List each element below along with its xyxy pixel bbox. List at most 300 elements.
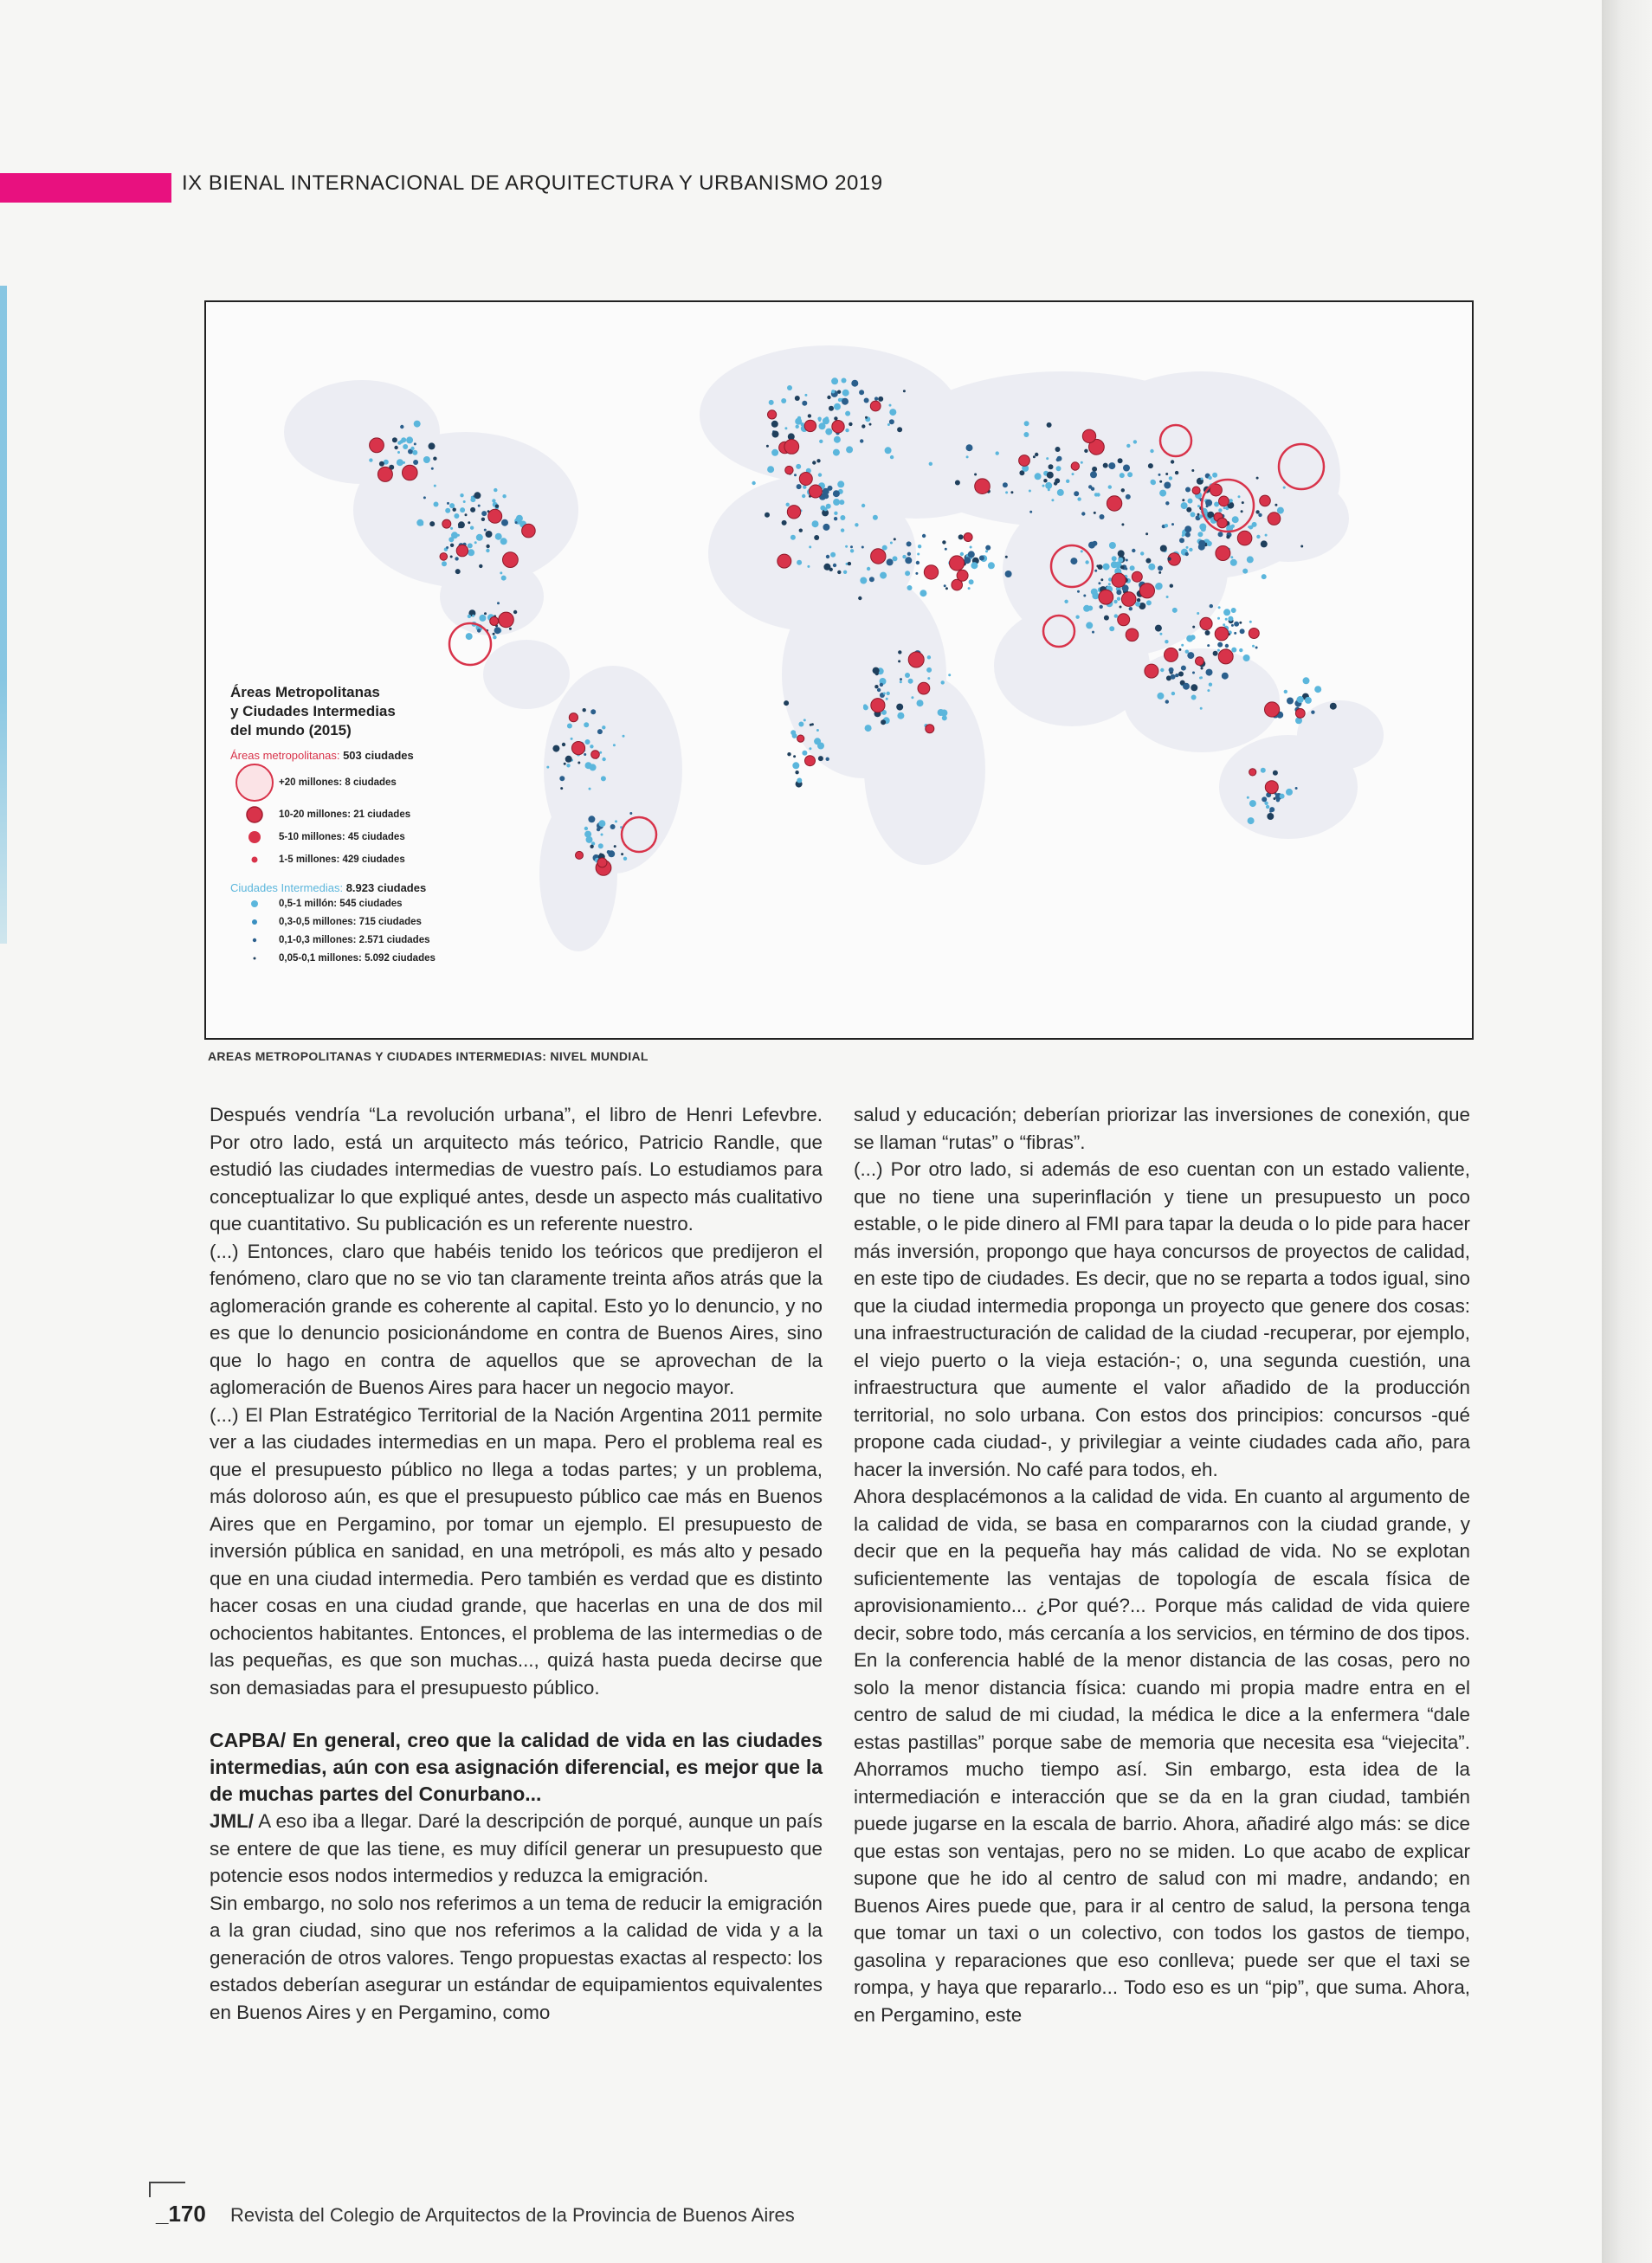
intermediate-city-dot [996,451,999,455]
intermediate-city-dot [1225,644,1229,648]
intermediate-city-dot [450,544,454,547]
metro-area-dot [440,553,448,561]
intermediate-city-dot [968,587,971,590]
intermediate-city-dot [880,572,887,579]
intermediate-city-dot [769,400,774,405]
intermediate-city-dot [845,429,849,432]
intermediate-city-dot [922,534,926,538]
legend-metro-count: 503 ciudades [343,749,414,762]
intermediate-city-dot [905,673,910,678]
metro-area-dot [1071,462,1079,470]
metro-area-dot [1219,496,1229,506]
intermediate-city-dot [837,571,841,574]
intermediate-city-dot [1145,558,1151,564]
intermediate-city-dot [602,758,605,761]
intermediate-city-dot [1158,474,1161,476]
intermediate-city-dot [793,755,796,758]
intermediate-city-dot [1255,510,1259,513]
intermediate-city-dot [1170,584,1173,588]
intermediate-city-dot [1081,461,1083,464]
intermediate-city-dot [1189,548,1192,551]
intermediate-city-dot [905,571,910,576]
intermediate-city-dot [1103,463,1108,468]
intermediate-city-dot [814,535,819,540]
intermediate-city-dot [799,529,803,532]
intermediate-city-dot [450,556,453,558]
intermediate-city-dot [1217,642,1223,648]
intermediate-city-dot [446,546,448,549]
intermediate-city-dot [449,503,455,508]
legend-item-label: 0,1-0,3 millones: 2.571 ciudades [279,934,430,945]
metro-area-dot [1237,531,1252,545]
intermediate-city-dot [897,712,904,719]
metro-area-dot [488,509,502,523]
intermediate-city-dot [1186,507,1191,513]
intermediate-city-dot [455,569,461,574]
intermediate-city-dot [830,552,836,558]
intermediate-city-dot [1261,540,1268,547]
intermediate-city-dot [406,436,413,443]
page-footer [156,2201,795,2228]
intermediate-city-dot [900,680,902,683]
intermediate-city-dot [850,545,853,548]
intermediate-city-dot [468,543,473,548]
intermediate-city-dot [584,722,589,727]
intermediate-city-dot [887,692,890,695]
intermediate-city-dot [834,416,837,420]
metro-area-dot [809,485,822,498]
map-legend [230,683,516,967]
intermediate-city-dot [1206,505,1209,507]
intermediate-city-dot [766,445,769,448]
intermediate-city-dot [546,766,549,769]
metro-area-dot [1217,518,1228,528]
intermediate-city-dot [842,390,849,397]
intermediate-city-dot [787,752,791,756]
intermediate-city-dot [839,500,844,505]
metro-area-dot [787,506,800,519]
intermediate-city-dot [1084,449,1087,453]
legend-title-line: y Ciudades Intermedias [230,703,396,719]
intermediate-city-dot [902,555,906,558]
intermediate-city-dot [1181,666,1186,671]
intermediate-city-dot [509,628,512,630]
intermediate-city-dot [1042,485,1045,487]
intermediate-city-dot [1241,510,1243,513]
intermediate-city-dot [379,461,384,467]
intermediate-city-dot [1010,491,1013,493]
intermediate-city-dot [1267,813,1274,820]
intermediate-city-dot [621,853,623,855]
metro-area-dot [1082,429,1095,442]
intermediate-city-dot [796,425,799,429]
intermediate-city-dot [589,788,591,790]
metro-area-dot [1249,769,1256,776]
intermediate-city-dot [1201,478,1204,480]
intermediate-city-dot [1183,549,1185,551]
intermediate-city-dot [423,456,430,463]
footer-corner-mark [149,2182,185,2197]
intermediate-city-dot [486,531,493,538]
intermediate-city-dot [477,629,481,632]
intermediate-city-dot [1113,600,1117,603]
intermediate-city-dot [516,515,523,522]
intermediate-city-dot [1085,560,1088,564]
intermediate-city-dot [1305,697,1312,704]
intermediate-city-dot [752,481,755,485]
intermediate-city-dot [823,493,829,499]
intermediate-city-dot [869,423,872,426]
intermediate-city-dot [1165,700,1169,703]
intermediate-city-dot [434,502,439,507]
intermediate-city-dot [833,449,840,456]
intermediate-city-dot [486,549,489,552]
intermediate-city-dot [865,416,868,419]
intermediate-city-dot [403,444,408,449]
intermediate-city-dot [468,521,470,524]
intermediate-city-dot [1191,684,1197,691]
intermediate-city-dot [1056,466,1062,471]
intermediate-city-dot [1024,421,1029,426]
intermediate-city-dot [845,545,848,548]
intermediate-city-dot [397,451,400,454]
intermediate-city-dot [623,857,627,861]
intermediate-city-dot [369,458,372,461]
intermediate-city-dot [882,545,887,551]
intermediate-city-dot [834,436,841,443]
intermediate-city-dot [455,557,458,560]
intermediate-city-dot [608,850,615,857]
intermediate-city-dot [497,602,500,604]
intermediate-city-dot [1126,494,1131,500]
intermediate-city-dot [1273,770,1278,776]
intermediate-city-dot [481,511,487,516]
intermediate-city-dot [1070,558,1077,564]
intermediate-city-dot [586,836,593,843]
metro-area-dot [442,519,451,528]
intermediate-city-dot [1230,559,1237,566]
intermediate-city-dot [819,422,826,429]
intermediate-city-dot [1207,541,1212,546]
intermediate-city-dot [494,627,501,634]
intermediate-city-dot [1295,787,1298,790]
intermediate-city-dot [1169,476,1172,480]
intermediate-city-dot [492,499,495,502]
intermediate-city-dot [1169,667,1174,673]
intermediate-city-dot [843,571,847,574]
intermediate-city-dot [907,552,911,556]
legend-title [230,683,516,740]
intermediate-city-dot [873,515,878,520]
intermediate-city-dot [598,820,605,827]
intermediate-city-dot [907,585,913,590]
intermediate-city-dot [791,535,796,540]
intermediate-city-dot [1186,546,1189,549]
intermediate-city-dot [486,545,489,548]
intermediate-city-dot [809,545,811,548]
intermediate-city-dot [1184,525,1191,532]
intermediate-city-dot [941,680,945,684]
intermediate-city-dot [597,729,603,734]
intermediate-city-dot [938,709,945,716]
intermediate-city-dot [433,457,436,461]
intermediate-city-dot [1111,561,1118,568]
intermediate-city-dot [399,440,403,443]
intermediate-city-dot [837,480,844,487]
intermediate-city-dot [1094,512,1096,514]
intermediate-city-dot [833,499,840,506]
legend-item-label: +20 millones: 8 ciudades [279,777,397,788]
intermediate-city-dot [1145,532,1148,535]
intermediate-city-dot [1117,597,1120,601]
answer-text: A eso iba a llegar. Daré la descripción de porqué, aunque un país se entere de que las tiene, es muy difícil generar un presupuesto que potencie esos nodos intermedios y reduzca la emigración. [210,1810,823,1886]
intermediate-city-dot [823,524,829,531]
intermediate-city-dot [1213,651,1218,656]
intermediate-city-dot [1088,542,1095,549]
intermediate-city-dot [460,507,465,513]
intermediate-city-dot [403,461,405,464]
intermediate-city-dot [1218,606,1221,609]
intermediate-city-dot [1314,686,1321,693]
intermediate-city-dot [811,723,814,725]
intermediate-city-dot [450,527,453,530]
intermediate-city-dot [908,679,913,684]
metro-area-dot [1260,495,1271,506]
legend-item-label: 0,5-1 millón: 545 ciudades [279,898,403,909]
intermediate-city-dot [1191,695,1197,700]
intermediate-city-dot [1256,535,1260,538]
intermediate-city-dot [1197,505,1200,507]
intermediate-city-dot [974,474,977,476]
intermediate-city-dot [1284,690,1287,693]
intermediate-city-dot [772,431,779,438]
intermediate-city-dot [1262,574,1267,579]
metro-area-dot [964,533,972,542]
metro-area-dot [1126,629,1139,642]
intermediate-city-dot [802,494,805,498]
legend-item [230,912,516,931]
intermediate-city-dot [971,562,978,569]
legend-metro-label: Áreas metropolitanas: [230,749,340,762]
intermediate-city-dot [1054,481,1057,485]
intermediate-city-dot [1108,485,1112,488]
intermediate-city-dot [470,526,474,530]
speaker-label: JML/ [210,1810,255,1832]
intermediate-city-dot [584,827,588,830]
intermediate-city-dot [431,467,434,470]
intermediate-city-dot [771,449,778,456]
intermediate-city-dot [1007,574,1010,577]
metro-area-dot [1099,590,1113,604]
intermediate-city-dot [479,615,486,622]
metro-area-dot [1112,573,1126,587]
metro-area-dot [832,421,844,433]
intermediate-city-dot [842,398,849,405]
intermediate-city-dot [1120,473,1125,478]
intermediate-city-dot [602,725,605,729]
intermediate-city-dot [1029,490,1031,493]
intermediate-city-dot [1179,538,1184,543]
intermediate-city-dot [1094,493,1098,496]
intermediate-city-dot [1090,471,1097,478]
intermediate-city-dot [1277,507,1284,514]
intermediate-city-dot [784,427,787,429]
intermediate-city-dot [1191,469,1194,472]
intermediate-city-dot [495,533,502,540]
intermediate-city-dot [1256,477,1259,480]
legend-item-label: 0,3-0,5 millones: 715 ciudades [279,916,422,927]
intermediate-city-dot [560,787,563,790]
intermediate-city-dot [1243,654,1250,661]
legend-item [230,931,516,949]
intermediate-city-dot [502,494,506,498]
intermediate-city-dot [860,577,867,584]
intermediate-city-dot [1135,602,1140,607]
metro-area-dot [784,440,799,455]
intermediate-city-dot [1199,524,1206,531]
legend-metro-header [230,749,516,762]
intermediate-city-dot [1181,644,1184,647]
intermediate-city-dot [1229,502,1232,505]
header-accent-bar [0,173,171,203]
metro-area-dot [908,652,924,667]
intermediate-city-dot [786,503,790,506]
intermediate-city-dot [1208,476,1211,480]
intermediate-city-dot [969,579,974,584]
intermediate-city-dot [451,532,458,538]
intermediate-city-dot [945,587,948,590]
intermediate-city-dot [1175,674,1178,677]
metro-area-dot [805,756,816,766]
legend-intermediate-label: Ciudades Intermedias: [230,881,344,894]
intermediate-city-dot [1129,607,1133,610]
intermediate-city-dot [1148,564,1155,571]
intermediate-city-dot [1185,487,1191,493]
intermediate-city-dot [1167,557,1171,560]
legend-item [230,894,516,912]
intermediate-city-dot [1207,689,1210,692]
intermediate-city-dot [1212,473,1217,478]
intermediate-city-dot [1262,796,1267,802]
intermediate-city-dot [613,744,616,746]
intermediate-city-dot [798,722,803,727]
intermediate-city-dot [918,545,921,548]
legend-intermediate-header [230,881,516,894]
legend-title-line: del mundo (2015) [230,722,352,738]
metro-area-dot [370,438,384,453]
world-map-figure [204,300,1474,1040]
intermediate-city-dot [1252,645,1255,648]
intermediate-city-dot [1092,467,1097,472]
intermediate-city-dot [948,674,951,676]
intermediate-city-dot [442,561,447,566]
intermediate-city-dot [927,677,930,680]
intermediate-city-dot [903,390,906,392]
intermediate-city-dot [855,523,858,526]
intermediate-city-dot [421,523,423,525]
intermediate-city-dot [1261,768,1266,773]
intermediate-city-dot [1092,631,1094,634]
metro-area-dot [1118,614,1130,626]
intermediate-city-dot [1108,583,1111,585]
intermediate-city-dot [1287,698,1294,705]
intermediate-city-dot [1029,511,1032,513]
intermediate-city-dot [1265,534,1268,537]
figure-caption: AREAS METROPOLITANAS Y CIUDADES INTERMEDIAS: NIVEL MUNDIAL [208,1049,649,1063]
intermediate-city-dot [880,683,883,687]
legend-intermediate-count: 8.923 ciudades [345,881,427,894]
page-number: _170 [156,2201,206,2227]
intermediate-city-dot [1249,800,1256,807]
legend-circle-l-icon [230,805,279,824]
intermediate-city-dot [445,508,450,513]
intermediate-city-dot [1146,600,1152,605]
intermediate-city-dot [970,546,972,549]
intermediate-city-dot [1043,479,1047,482]
intermediate-city-dot [1247,556,1254,563]
intermediate-city-dot [859,390,864,395]
intermediate-city-dot [1083,605,1090,612]
intermediate-city-dot [1081,550,1083,552]
intermediate-city-dot [1083,595,1086,597]
paragraph: (...) El Plan Estratégico Territorial de la Nación Argentina 2011 permite ver a las ciudades intermedias en un mapa. Pero el problema real es que el presupuesto público no llega a todas partes; y un problema, más doloroso aún, es que el presupuesto público cae más en Buenos Aires que en Pergamino, por tomar un ejemplo. El presupuesto de inversión pública en sanidad, en una metrópoli, es más alto y pesado que en una ciudad intermedia. Pero también es verdad que es distinto hacer cosas en una ciudad grande, que hacerlas en una de dos mil ochocientos habitantes. Entonces, el problema de las intermedias o de las pequeñas, es que son muchas..., quizá hasta pueda decirse que son demasiadas para el presupuesto público. [210,1403,823,1699]
intermediate-city-dot [907,541,912,546]
intermediate-city-dot [1311,711,1314,714]
intermediate-city-dot [860,439,863,442]
intermediate-city-dot [1100,605,1103,609]
intermediate-city-dot [1057,489,1064,496]
intermediate-city-dot [1155,625,1162,632]
intermediate-city-dot [1226,535,1229,538]
intermediate-city-dot [803,486,806,489]
intermediate-city-dot [1218,532,1223,537]
metro-area-dot [1268,513,1281,525]
intermediate-city-dot [1100,514,1105,519]
metro-area-dot [1107,496,1121,511]
intermediate-city-dot [767,466,774,473]
intermediate-city-dot [964,557,971,564]
intermediate-city-dot [817,743,824,750]
intermediate-city-dot [1207,644,1210,647]
intermediate-city-dot [493,635,496,639]
intermediate-city-dot [795,770,798,774]
intermediate-city-dot [457,534,460,537]
intermediate-city-dot [1210,604,1213,608]
legend-item-label: 5-10 millones: 45 ciudades [279,832,405,842]
intermediate-city-dot [479,564,482,568]
intermediate-city-dot [897,427,902,432]
intermediate-city-dot [1103,564,1110,571]
intermediate-city-dot [515,521,518,524]
intermediate-city-dot [476,534,483,541]
intermediate-city-dot [1120,565,1124,569]
intermediate-city-dot [1239,622,1242,624]
intermediate-city-dot [583,708,586,712]
intermediate-city-dot [804,394,807,397]
intermediate-city-dot [1035,473,1042,480]
intermediate-city-dot [861,504,865,507]
metro-area-dot [576,851,584,859]
intermediate-city-dot [831,390,835,393]
intermediate-city-dot [1175,471,1178,474]
intermediate-city-dot [1231,648,1236,653]
intermediate-city-dot [905,557,912,564]
intermediate-city-dot [610,824,616,829]
intermediate-city-dot [1098,582,1100,584]
metro-area-dot [778,554,791,568]
paragraph: (...) Entonces, claro que habéis tenido los teóricos que predijeron el fenómeno, claro que no se vio tan claramente treinta años atrás que la aglomeración grande es coherente al capital. Esto yo lo denuncio, y no es que lo denuncio posicionándome en contra de Buenos Aires, sino que lo hago en contra de aquellos que se aprovechan de la aglomeración de Buenos Aires para hacer un negocio mayor. [210,1240,823,1398]
intermediate-city-dot [468,549,474,556]
